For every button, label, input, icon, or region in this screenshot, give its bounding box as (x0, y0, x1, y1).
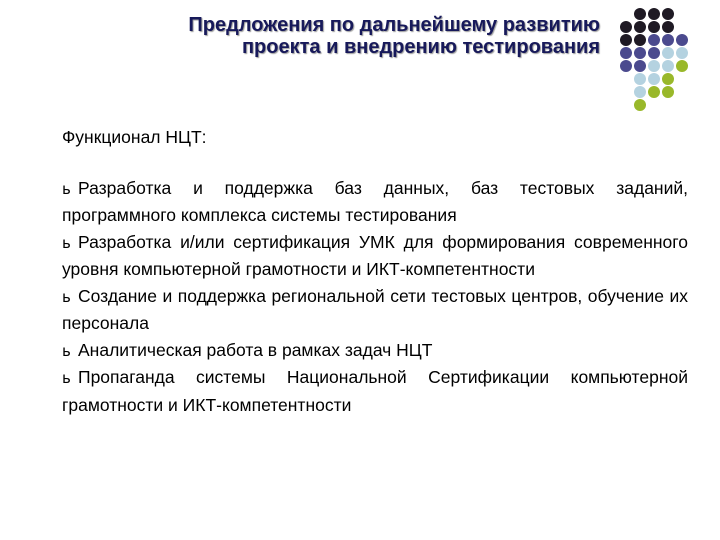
decorative-dot-icon (648, 47, 660, 59)
section-heading: Функционал НЦТ: (62, 127, 207, 147)
decorative-dot-icon (662, 60, 674, 72)
bullet-icon: ь (62, 179, 71, 198)
decorative-dot-icon (662, 34, 674, 46)
list-item (62, 283, 688, 337)
list-item (62, 175, 688, 229)
decorative-dot-icon (620, 47, 632, 59)
decorative-dot-icon (648, 86, 660, 98)
slide-title (30, 14, 600, 58)
decorative-dot-icon (620, 60, 632, 72)
decorative-dot-icon (620, 21, 632, 33)
decorative-dot-icon (662, 47, 674, 59)
bullet-icon: ь (62, 233, 71, 252)
list-item-text: Разработка и поддержка баз данных, баз тестовых заданий, программного комплекса системы тестирования (62, 177, 688, 225)
decorative-dot-icon (634, 21, 646, 33)
list-item-text: Разработка и/или сертификация УМК для формирования современного уровня компьютерной грамотности и ИКТ-компетентности (62, 231, 688, 279)
list-item-text: Создание и поддержка региональной сети тестовых центров, обучение их персонала (62, 285, 688, 333)
bullet-list (62, 175, 688, 419)
decorative-dot-icon (634, 73, 646, 85)
bullet-icon: ь (62, 341, 71, 360)
list-item-text: Аналитическая работа в рамках задач НЦТ (78, 339, 433, 360)
list-item (62, 364, 688, 418)
decorative-dot-icon (662, 8, 674, 20)
slide-body (62, 124, 688, 418)
decorative-dot-icon (634, 34, 646, 46)
list-item (62, 229, 688, 283)
decorative-dot-icon (662, 86, 674, 98)
decorative-dot-icon (648, 73, 660, 85)
decorative-dot-icon (676, 34, 688, 46)
decorative-dot-icon (634, 86, 646, 98)
decorative-dot-grid (620, 8, 714, 118)
decorative-dot-icon (634, 47, 646, 59)
decorative-dot-icon (634, 99, 646, 111)
list-item (62, 337, 688, 365)
bullet-icon: ь (62, 287, 71, 306)
slide-title-line-2: проекта и внедрению тестирования (241, 36, 600, 58)
decorative-dot-icon (648, 21, 660, 33)
decorative-dot-icon (648, 60, 660, 72)
decorative-dot-icon (676, 47, 688, 59)
list-item-text: Пропаганда системы Национальной Сертификации компьютерной грамотности и ИКТ-компетентности (62, 367, 688, 415)
decorative-dot-icon (676, 60, 688, 72)
bullet-icon: ь (62, 369, 71, 387)
decorative-dot-icon (648, 8, 660, 20)
decorative-dot-icon (662, 21, 674, 33)
decorative-dot-icon (634, 60, 646, 72)
decorative-dot-icon (620, 34, 632, 46)
decorative-dot-icon (662, 73, 674, 85)
decorative-dot-icon (648, 34, 660, 46)
decorative-dot-icon (634, 8, 646, 20)
slide-title-line-1: Предложения по дальнейшему развитию (188, 14, 600, 36)
